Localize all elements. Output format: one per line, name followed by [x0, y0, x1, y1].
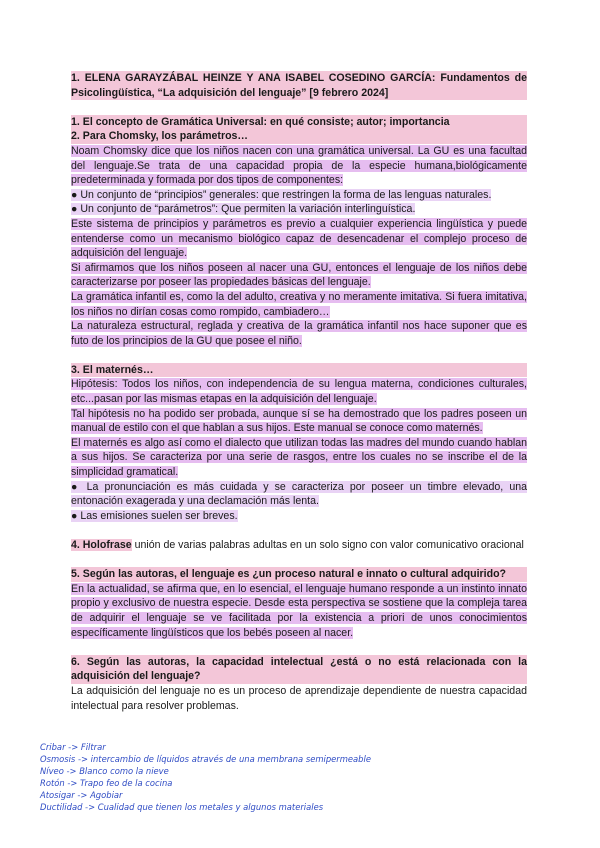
highlight: El maternés es algo así como el dialecto que utilizan todas las madres del mundo cuando hablan a sus hijos. Se caracteriza por una serie de rasgos, entre los cuales no se inscribe el de la simplicidad gramatical.	[71, 436, 527, 479]
handwritten-note: Ductilidad -> Cualidad que tienen los metales y algunos materiales	[40, 802, 324, 813]
bullet-item	[71, 509, 527, 524]
document-body	[71, 71, 527, 713]
section-2-heading: 2. Para Chomsky, los parámetros…	[71, 129, 527, 144]
highlight: ● Un conjunto de “parámetros”: Que permiten la variación interlinguística.	[71, 203, 416, 216]
section-4-heading: 4. Holofrase	[71, 539, 132, 551]
handwritten-note: Atosigar -> Agobiar	[40, 790, 123, 801]
highlight: Hipótesis: Todos los niños, con independencia de su lengua materna, condiciones culturales, etc...pasan por las mismas etapas en la adquisición del lenguaje.	[71, 378, 527, 406]
section-1-heading: 1. El concepto de Gramática Universal: en qué consiste; autor; importancia	[71, 115, 527, 130]
handwritten-note: Rotón -> Trapo feo de la cocina	[40, 778, 173, 789]
handwritten-note: Cribar -> Filtrar	[40, 742, 106, 752]
paragraph	[71, 144, 527, 188]
section-5-heading: 5. Según las autoras, el lenguaje es ¿un proceso natural e innato o cultural adquirido?	[71, 567, 527, 582]
bullet-item	[71, 480, 527, 509]
handwritten-notes	[40, 741, 400, 814]
highlight: La naturaleza estructural, reglada y creativa de la gramática infantil nos hace suponer que es futo de los principios de la GU que posee el niño.	[71, 320, 527, 347]
highlight: ● La pronunciación es más cuidada y se caracteriza por poseer un timbre elevado, una entonación exagerada y una declamación más lenta.	[71, 480, 527, 508]
handwritten-note: Níveo -> Blanco como la nieve	[40, 766, 169, 777]
bullet-item	[71, 188, 527, 203]
paragraph	[71, 290, 527, 319]
highlight: Tal hipótesis no ha podido ser probada, aunque sí se ha demostrado que los padres poseen un manual de estilo con el que hablan a sus hijos. Este manual se conoce como maternés.	[71, 407, 527, 435]
paragraph	[71, 319, 527, 348]
paragraph	[71, 261, 527, 290]
paragraph	[71, 436, 527, 480]
highlight: ● Un conjunto de “principios” generales: que restringen la forma de las lenguas naturales.	[71, 188, 492, 201]
highlight: Este sistema de principios y parámetros es previo a cualquier experiencia lingüística y puede entenderse como un mecanismo biológico capaz de desencadenar el complejo proceso de adquisición del lenguaje.	[71, 217, 527, 260]
highlight: La gramática infantil es, como la del adulto, creativa y no meramente imitativa. Si fuera imitativa, los niños no dirían cosas como rompido, cambiadero…	[71, 290, 527, 318]
section-3-heading: 3. El maternés…	[71, 363, 527, 378]
paragraph	[71, 217, 527, 261]
paragraph	[71, 582, 527, 640]
bullet-item	[71, 202, 527, 217]
section-4-text: unión de varias palabras adultas en un solo signo con valor comunicativo oracional	[131, 539, 524, 551]
paragraph	[71, 377, 527, 406]
highlight: En la actualidad, se afirma que, en lo esencial, el lenguaje humano responde a un instinto innato propio y exclusivo de nuestra especie. Desde esta perspectiva se sostiene que la compleja tarea de adquirir el lenguaje se ve facilitada por la existencia a priori de unos conocimientos específicamente lingüísticos que los bebés poseen al nacer.	[71, 582, 527, 639]
highlight: Si afirmamos que los niños poseen al nacer una GU, entonces el lenguaje de los niños debe caracterizarse por poseer las propiedades básicas del lenguaje.	[71, 261, 527, 289]
highlight: ● Las emisiones suelen ser breves.	[71, 509, 238, 522]
highlight: Noam Chomsky dice que los niños nacen con una gramática universal. La GU es una facultad del lenguaje.Se trata de una capacidad propia de la especie humana,biológicamente predeterminada y formada por dos tipos de componentes:	[71, 144, 527, 187]
handwritten-note: Osmosis -> intercambio de líquidos através de una membrana semipermeable	[40, 754, 371, 765]
paragraph: La adquisición del lenguaje no es un proceso de aprendizaje dependiente de nuestra capacidad intelectual para resolver problemas.	[71, 684, 527, 712]
paragraph	[71, 407, 527, 436]
paragraph	[71, 538, 527, 553]
document-title: 1. ELENA GARAYZÁBAL HEINZE Y ANA ISABEL COSEDINO GARCÍA: Fundamentos de Psicolingüística, “La adquisición del lenguaje” [9 febrero 2024]	[71, 72, 527, 99]
section-6-heading: 6. Según las autoras, la capacidad intelectual ¿está o no está relacionada con la adquisición del lenguaje?	[71, 655, 527, 683]
